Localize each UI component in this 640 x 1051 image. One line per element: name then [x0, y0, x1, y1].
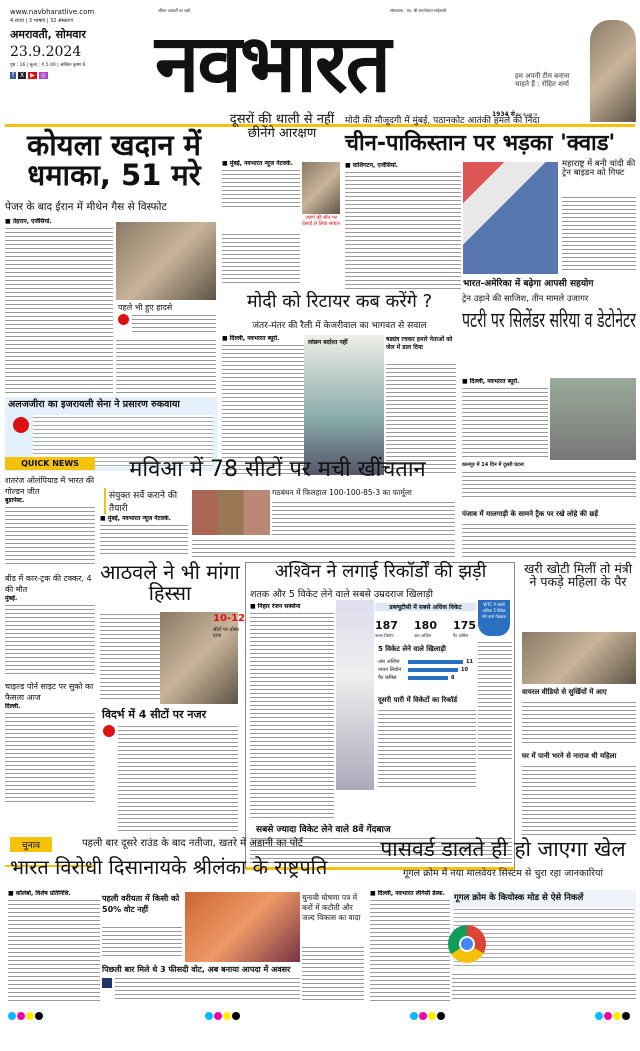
quad-kicker: मोदी की मौजूदगी में मुंबई, पठानकोट आतंकी हमले की निंदा	[345, 116, 540, 126]
srilanka-sub-body	[115, 976, 300, 1002]
quick-title-2[interactable]: बीड में कार-ट्रक की टक्कर, 4 की मौत	[5, 574, 92, 594]
quick-body-1	[5, 497, 95, 567]
wtc-stat	[453, 614, 476, 639]
minister-headline[interactable]: खरी खोटी मिलीं तो मंत्री ने पकड़े महिला के पैर	[524, 561, 632, 590]
modi-quote-1: लांछन बर्दाश्त नहीं	[308, 339, 348, 346]
quick-news	[5, 457, 95, 867]
wtc-value: 175	[453, 619, 476, 632]
mavia-sub-body	[272, 500, 455, 535]
five-wicket-value: 10	[461, 667, 468, 673]
facebook-icon[interactable]: f	[12, 72, 15, 79]
wtc-stat	[375, 614, 398, 639]
minister-sub-2: घर में पानी भरने से नाराज थी महिला	[522, 752, 617, 760]
train-headline[interactable]: पटरी पर सिलेंडर सरिया व डेटोनेटर	[462, 308, 636, 332]
wtc-value: 180	[414, 619, 437, 632]
reservation-headline[interactable]: दूसरों की थाली से नहीं छीनेंगे आरक्षण	[229, 112, 335, 141]
srilanka-sub: पिछली बार मिले थे 3 फीसदी वोट, अब बनाया आपदा में अवसर	[102, 965, 291, 974]
x-icon[interactable]: X	[20, 72, 25, 79]
coal-box-body	[132, 313, 216, 335]
dateline: मुंबई.	[5, 595, 95, 603]
aljazeera-headline[interactable]: अलजजीरा का इजरायली सेना ने प्रसारण रुकवाया	[8, 399, 180, 410]
five-wicket-bar	[408, 668, 458, 672]
wtc-badge: WTC में सबसे अधिक 5 विकेट लेने वाले गेंदबाज	[478, 600, 510, 636]
section-label: चुनाव	[10, 837, 52, 852]
punjab-headline[interactable]: पंजाब में मालगाड़ी के सामने ट्रैक पर रखे लोहे की छड़ें	[462, 510, 599, 518]
modi-body	[222, 335, 304, 475]
password-body-2	[452, 972, 636, 1002]
dateline: दिल्ली.	[5, 703, 95, 711]
coal-mine-photo	[116, 222, 216, 300]
mavia-sub: गठबंधन में फिलहाल 100-100-85-3 का फार्मूला	[272, 488, 412, 497]
date: 23.9.2024	[10, 44, 82, 60]
password-sub: गूगल क्रोम में नया मालवेयर सिस्टम से चुरा रहा जानकारियां	[402, 868, 604, 879]
logo: नवभारत	[155, 17, 390, 110]
jarange-photo	[302, 162, 340, 214]
ashwin-side-body	[478, 640, 512, 760]
five-wicket-bars	[378, 658, 478, 682]
coal-box-title: पहले भी हुए हादसे	[118, 303, 173, 312]
coal-headline[interactable]: कोयला खदान में धमाका, 51 मरे	[26, 128, 202, 193]
five-wicket-value: 11	[466, 659, 473, 665]
kejriwal-photo	[304, 335, 384, 475]
modi-quote-2: षड्यंत्र रचकर हमारे नेताओं को जेल में डाल दिया	[386, 336, 453, 351]
five-wicket-row	[378, 658, 478, 666]
wtc-player: आर अश्विन	[414, 633, 432, 638]
mavia-side: संयुक्त सर्वे कराने की तैयारी	[104, 488, 189, 514]
player-name: नाथन लियोन	[378, 667, 402, 673]
five-wicket-bar	[408, 660, 463, 664]
social-icons	[10, 72, 150, 79]
rohit-photo	[590, 20, 636, 122]
website[interactable]: www.navbharatlive.com	[10, 8, 95, 16]
quad-side-headline[interactable]: महाराष्ट्र में बनी चांदी की ट्रेन बाइडन को गिफ्ट	[562, 159, 636, 178]
wtc-stat	[414, 614, 437, 639]
color-registration-marks	[8, 1005, 44, 1024]
modi-sub: जंतर-मंतर की रैली में केजरीवाल का भागवत से सवाल	[252, 321, 427, 331]
player-name: आर अश्विन	[378, 659, 400, 665]
megaphone-icon	[13, 417, 29, 433]
athawale-sub-body	[118, 724, 238, 834]
srilanka-headline[interactable]: भारत विरोधी दिसानायके श्रीलंका के राष्ट्रपति	[10, 855, 328, 879]
wtc-stats	[375, 614, 476, 639]
password-box-title: गूगल क्रोम के कियोस्क मोड से ऐसे निकलें	[454, 893, 584, 903]
youtube-icon[interactable]: ▶	[30, 72, 35, 79]
five-title: 5 विकेट लेने वाले खिलाड़ी	[378, 645, 446, 653]
modi-biden-photo	[463, 162, 558, 274]
five-wicket-value: 8	[451, 675, 455, 681]
train-body	[462, 378, 548, 460]
quick-body-3	[5, 703, 95, 803]
dateline: ■ मुंबई, नवभारत न्यूज नेटवर्क.	[222, 160, 300, 168]
coal-body-2	[116, 338, 216, 394]
dateline: ■ निहार रंजन सक्सेना	[250, 603, 334, 611]
athawale-headline[interactable]: आठवले ने भी मांगा हिस्सा	[100, 560, 240, 605]
quad-side-body	[562, 195, 636, 273]
ashwin-headline[interactable]: अश्विन ने लगाई रिकॉर्डों की झड़ी	[274, 561, 487, 582]
modi-headline[interactable]: मोदी को रिटायर कब करेंगे ?	[246, 291, 433, 312]
quad-body	[345, 162, 461, 290]
quad-sub: भारत-अमेरिका में बढ़ेगा आपसी सहयोग	[463, 279, 594, 289]
srilanka-box-body	[102, 925, 182, 959]
quick-news-label: QUICK NEWS	[5, 457, 95, 470]
city-day: अमरावती, सोमवार	[10, 28, 86, 41]
record-body	[378, 708, 476, 790]
punjab-body	[462, 522, 636, 558]
dissanayake-photo	[185, 892, 300, 962]
minister-body	[522, 700, 636, 745]
reservation-body	[222, 160, 300, 208]
seat-badge-number: 10-12	[213, 613, 245, 624]
five-wicket-bar	[408, 676, 448, 680]
mavia-headline[interactable]: मविआ में 78 सीटों पर मची खींचतान	[129, 457, 426, 482]
founder: संस्थापक : स्व. श्री रामगोपाल माहेश्वरी	[390, 8, 447, 13]
promo-ref: अंदर के पृष्ठ पर	[515, 112, 538, 117]
coal-sub: पेजर के बाद ईरान में मीथेन गैस से विस्फोट	[5, 201, 167, 213]
record-title: दूसरी पारी में विकेटों का रिकॉर्ड	[378, 696, 458, 704]
hand-icon	[102, 978, 112, 988]
train-headline-wrap	[462, 308, 636, 376]
reservation-body-2	[222, 232, 300, 285]
instagram-icon[interactable]: ◎	[40, 72, 46, 79]
promo[interactable]: हम अपनी टीम बनाना चाहते हैं : रोहित शर्मा	[515, 72, 570, 89]
srilanka-box: पहली वरीयता में किसी को 50% वोट नहीं	[102, 894, 180, 914]
srilanka-body	[8, 890, 100, 1002]
srilanka-side: चुनावी घोषणा पत्र में करों में कटौती और जल्द विकास का वादा	[302, 893, 361, 922]
meta: पृष्ठ : 16 | मूल्य : ₹ 5.00 | अश्विन कृष्ण 6	[10, 63, 86, 68]
quote-icon	[118, 314, 129, 325]
password-body	[370, 890, 450, 1002]
srilanka-side-body	[302, 945, 364, 1002]
dateline: ■ मुंबई, नवभारत न्यूज नेटवर्क.	[100, 515, 188, 523]
quad-headline[interactable]: चीन-पाकिस्तान पर भड़का 'क्वाड'	[345, 131, 616, 156]
color-registration-marks	[205, 1005, 241, 1024]
train-sub: कानपुर में 14 दिन में दूसरी घटना	[462, 462, 524, 468]
dateline: ■ दिल्ली, नवभारत ब्यूरो.	[462, 378, 548, 386]
seat-badge-text: सीटों पर ठोका दावा	[213, 627, 239, 639]
minister-sub: वायरल वीडियो से सुर्खियों में आए	[522, 688, 607, 696]
srilanka-kicker: पहली बार दूसरे राउंड के बाद नतीजा, खतरे में अडानी का पोर्ट	[82, 838, 303, 849]
leaders-photo	[192, 490, 270, 535]
color-registration-marks	[410, 1005, 446, 1024]
wtc-value: 187	[375, 619, 398, 632]
editions: 4 राज्य | 3 भाषाएं | 32 संस्करण	[10, 18, 73, 24]
cylinder-photo	[550, 378, 636, 460]
chrome-icon	[448, 925, 486, 963]
quick-body-2	[5, 595, 95, 675]
speech-icon	[103, 725, 115, 737]
train-body-2	[462, 470, 636, 498]
password-headline[interactable]: पासवर्ड डालते ही हो जाएगा खेल	[380, 837, 626, 861]
quick-title-3[interactable]: चाइल्ड पोर्न साइट पर सुको का फैसला आज	[5, 682, 94, 702]
athawale-photo	[160, 612, 238, 704]
train-kicker: ट्रेन उड़ाने की साजिश, तीन मामले उजागर	[462, 294, 589, 304]
ashwin-photo	[336, 600, 374, 790]
masthead-info	[10, 8, 150, 79]
wtc-title: डब्ल्यूटीसी में सबसे अधिक विकेट	[375, 603, 476, 611]
color-registration-marks	[595, 1005, 631, 1024]
player-name: पैट कमिंस	[378, 675, 397, 681]
dateline: बुडापेस्ट.	[5, 497, 95, 505]
ashwin-sub: शतक और 5 विकेट लेने वाले सबसे उम्रदराज खिलाड़ी	[250, 589, 433, 600]
dateline: ■ दिल्ली, नवभारत ब्यूरो.	[222, 335, 304, 343]
wtc-player: पैट कमिंस	[453, 633, 468, 638]
athawale-body	[100, 612, 160, 702]
five-wicket-row	[378, 674, 478, 682]
mavia-body	[100, 515, 188, 557]
mavia-body-2	[192, 538, 455, 558]
dateline: ■ वाशिंगटन, एजेंसियां.	[345, 162, 461, 170]
minister-photo	[522, 632, 636, 684]
dateline: ■ तेहरान, एजेंसियां.	[5, 218, 113, 226]
five-wicket-row	[378, 666, 478, 674]
ashwin-body	[250, 603, 334, 818]
since: 1934 से	[492, 111, 515, 118]
coal-body	[5, 218, 113, 396]
athawale-sub: विदर्भ में 4 सीटों पर नजर	[102, 708, 207, 721]
minister-body-2	[522, 764, 636, 836]
photo-caption: जरांगे की मौत पर देसाई ले लिया सवाल	[302, 215, 340, 227]
ashwin-bottom-headline: सबसे ज्यादा विकेट लेने वाले 8वें गेंदबाज	[256, 825, 391, 835]
dateline: ■ कोलंबो, विशेष प्रतिनिधि.	[8, 890, 100, 898]
tagline: जीवन आदर्शों पर चलो	[158, 8, 191, 13]
quick-title-1[interactable]: शतरंज ओलंपियाड में भारत की गोल्डन जीत	[5, 476, 95, 496]
wtc-player: नाथन लियोन	[375, 633, 394, 638]
dateline: ■ दिल्ली, नवभारत लीगेसी डेस्क.	[370, 890, 450, 898]
